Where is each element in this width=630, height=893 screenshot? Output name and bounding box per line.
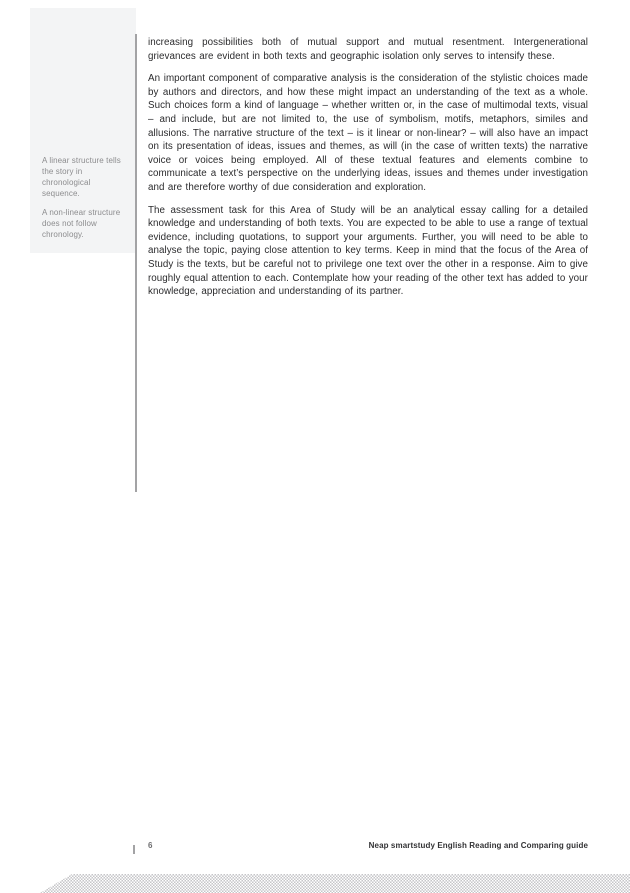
margin-note-linear-structure: A linear structure tells the story in chronological sequence. [42,156,121,198]
margin-notes [42,155,130,248]
body-paragraph-stylistic-choices: An important component of comparative analysis is the consideration of the stylistic choices made by authors and directors, and how these might impact an understanding of the text as a whole. Such choices form a kind of language – whether written or, in the case of multimodal texts, visual – and include, but are not limited to, the use of symbolism, motifs, metaphors, similes and allusions. The narrative structure of the text – is it linear or non-linear? – will also have an impact on its presentation of ideas, issues and themes, as will (in the case of written texts) the narrative voice or voices being employed. All of these textual features and elements combine to communicate a text’s perspective on the underlying ideas, issues and themes under investigation and are therefore worthy of due consideration and exploration. [148,73,588,193]
margin-note-nonlinear-structure: A non-linear structure does not follow chronology. [42,208,121,239]
page-number: 6 [148,841,153,850]
body-text-column [148,36,588,308]
body-paragraph-assessment-task: The assessment task for this Area of Study will be an analytical essay calling for a detailed knowledge and understanding of both texts. You are expected to be able to use a range of textual evidence, including quotations, to support your arguments. Further, you will need to be able to analyse the topic, paying close attention to key terms. Keep in mind that the focus of the Area of Study is the texts, but be careful not to privilege one text over the other in a response. Aim to give roughly equal attention to each. Contemplate how your reading of the other text has added to your knowledge, appreciation and understanding of its partner. [148,204,588,298]
footer-guide-title: Neap smartstudy English Reading and Comparing guide [368,841,588,850]
body-paragraph-mutual-support: increasing possibilities both of mutual support and mutual resentment. Intergenerational grievances are evident in both texts and geographic isolation only serves to intensify these. [148,37,588,62]
bottom-halftone-band [0,874,630,893]
footer-tick-mark [133,845,135,854]
margin-divider-rule [135,34,137,492]
